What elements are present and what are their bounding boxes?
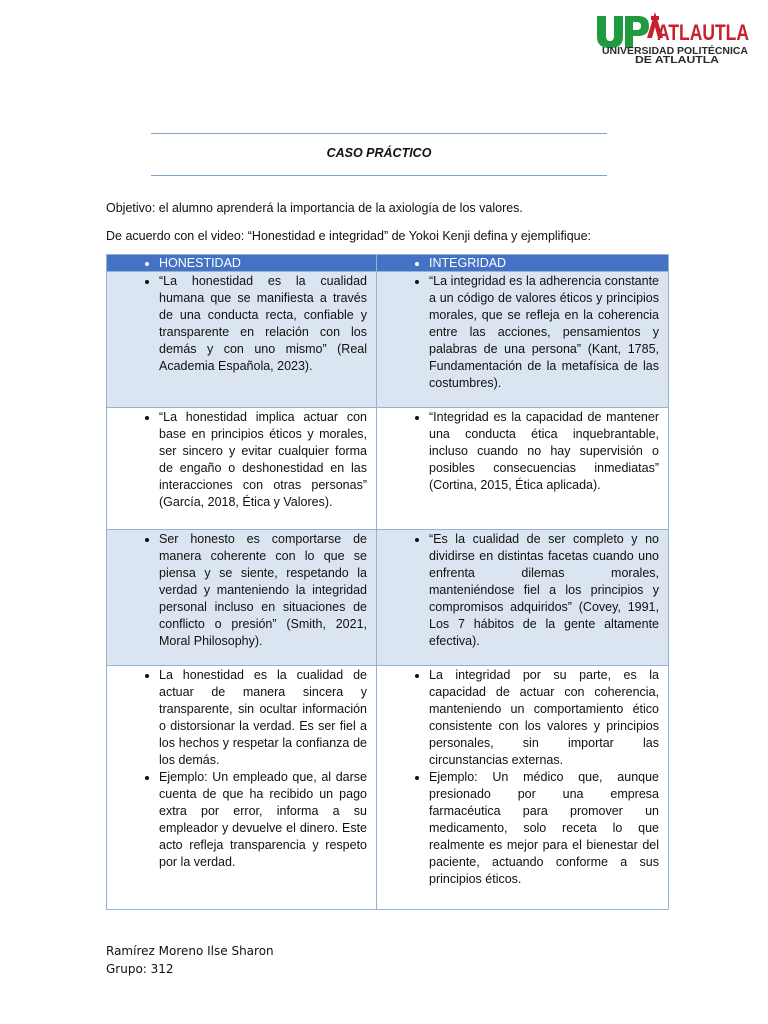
- title-bottom-rule: [151, 175, 607, 176]
- logo-sub-text-1: UNIVERSIDAD POLITÉCNICA: [602, 45, 749, 57]
- header-honestidad-label: • HONESTIDAD: [159, 255, 367, 271]
- cell-integridad: [377, 530, 669, 666]
- footer-group: Grupo: 312: [106, 962, 174, 976]
- list-item: • Ser honesto es comportarse de manera coherente con lo que se piensa y se siente, respetando la verdad y manteniendo la integridad personal incluso en situaciones de conflicto o presión” (Smith, 2021, Moral Philosophy).: [159, 531, 367, 650]
- objective-text: Objetivo: el alumno aprenderá la importancia de la axiología de los valores.: [106, 201, 523, 215]
- cell-integridad: [377, 408, 669, 530]
- cell-honestidad: [107, 666, 377, 910]
- logo-main-text: ATLAUTLA: [657, 20, 750, 45]
- list-item: • Ejemplo: Un empleado que, al darse cuenta de que ha recibido un pago extra por error, informa a su empleador y devuelve el dinero. Este acto refleja transparencia y respeto por la verdad.: [159, 769, 367, 871]
- footer-author-name: Ramírez Moreno Ilse Sharon: [106, 944, 274, 958]
- table-row: [107, 666, 669, 910]
- list-item: • “La integridad es la adherencia constante a un código de valores éticos y principios morales, que se refleja en la coherencia entre las acciones, pensamientos y palabras de una persona” (Kant, 1785, Fundamentación de la metafísica de las costumbres).: [429, 273, 659, 392]
- cell-honestidad: [107, 272, 377, 408]
- list-item: • La honestidad es la cualidad de actuar de manera sincera y transparente, sin ocultar información o distorsionar la verdad. Es ser fiel a los hechos y respetar la confianza de los demás.: [159, 667, 367, 769]
- document-title: CASO PRÁCTICO: [326, 146, 432, 160]
- list-item: • La integridad por su parte, es la capacidad de actuar con coherencia, manteniendo un comportamiento ético consistente con los valores y principios personales, sin importar las circunstancias externas.: [429, 667, 659, 769]
- cell-honestidad: [107, 530, 377, 666]
- list-item: • “La honestidad es la cualidad humana que se manifiesta a través de una conducta recta, confiable y transparente en relación con los demás y con uno mismo” (Real Academia Española, 2023).: [159, 273, 367, 375]
- cell-integridad: [377, 272, 669, 408]
- header-integridad-label: • INTEGRIDAD: [429, 255, 659, 271]
- table-header-row: [107, 255, 669, 272]
- cell-integridad: [377, 666, 669, 910]
- university-logo: [593, 10, 753, 66]
- table-row: [107, 530, 669, 666]
- list-item: • “La honestidad implica actuar con base en principios éticos y morales, ser sincero y evitar cualquier forma de engaño o deshonestidad en las interacciones con otras personas” (García, 2018, Ética y Valores).: [159, 409, 367, 511]
- title-top-rule: [151, 133, 607, 134]
- table-row: [107, 272, 669, 408]
- logo-sub-text-2: DE ATLAUTLA: [635, 54, 720, 66]
- values-table: [106, 254, 669, 910]
- instruction-text: De acuerdo con el video: “Honestidad e integridad” de Yokoi Kenji defina y ejemplifique:: [106, 229, 592, 243]
- header-honestidad: [107, 255, 377, 272]
- cell-honestidad: [107, 408, 377, 530]
- list-item: • Ejemplo: Un médico que, aunque presionado por una empresa farmacéutica para promover un medicamento, solo receta lo que realmente es mejor para el bienestar del paciente, actuando conforme a sus principios éticos.: [429, 769, 659, 888]
- header-integridad: [377, 255, 669, 272]
- table-row: [107, 408, 669, 530]
- list-item: • “Integridad es la capacidad de mantener una conducta ética inquebrantable, incluso cuando no hay supervisión o posibles consecuencias inmediatas” (Cortina, 2015, Ética aplicada).: [429, 409, 659, 494]
- list-item: • “Es la cualidad de ser completo y no dividirse en distintas facetas cuando uno enfrenta dilemas morales, manteniéndose fiel a los principios y compromisos adquiridos” (Covey, 1991, Los 7 hábitos de la gente altamente efectiva).: [429, 531, 659, 650]
